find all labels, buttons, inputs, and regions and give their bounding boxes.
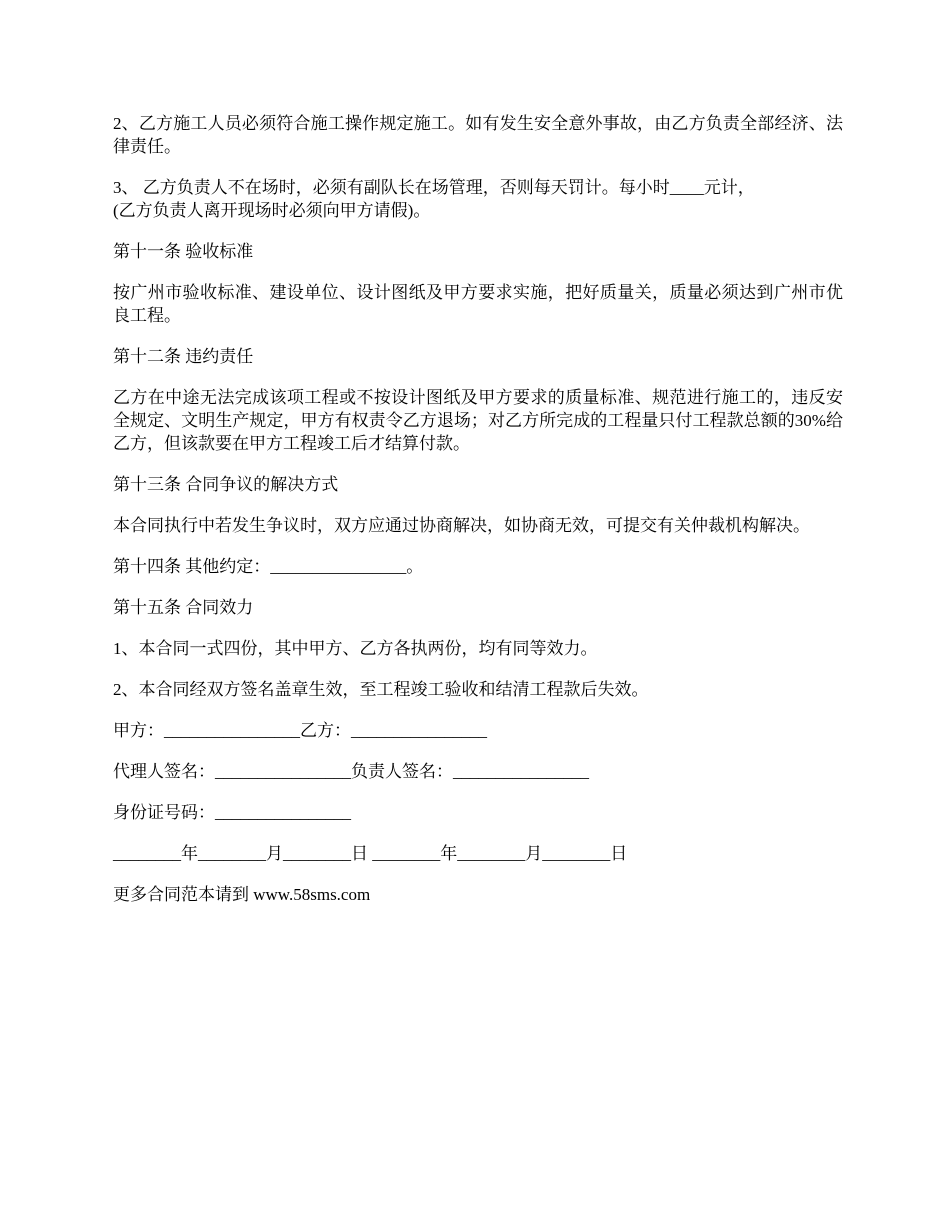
article-15-item-1: 1、本合同一式四份，其中甲方、乙方各执两份，均有同等效力。 [113, 639, 598, 658]
id-number-line: 身份证号码：________________ [113, 803, 351, 822]
footer-note: 更多合同范本请到 www.58sms.com [113, 885, 371, 904]
article-13-heading: 第十三条 合同争议的解决方式 [113, 475, 339, 494]
party-signature-line: 甲方：________________乙方：________________ [113, 721, 487, 740]
clause-2-safety: 2、乙方施工人员必须符合施工操作规定施工。如有发生安全意外事故，由乙方负责全部经济、法律责任。 [113, 114, 843, 156]
agent-signature-line: 代理人签名：________________负责人签名：________________ [113, 762, 589, 781]
article-11-heading: 第十一条 验收标准 [113, 242, 254, 261]
article-15-heading: 第十五条 合同效力 [113, 598, 254, 617]
article-12-heading: 第十二条 违约责任 [113, 347, 254, 366]
article-12-body: 乙方在中途无法完成该项工程或不按设计图纸及甲方要求的质量标准、规范进行施工的，违反安全规定、文明生产规定，甲方有权责令乙方退场；对乙方所完成的工程量只付工程款总额的30%给乙方，但该款要在甲方工程竣工后才结算付款。 [113, 388, 843, 453]
article-11-body: 按广州市验收标准、建设单位、设计图纸及甲方要求实施，把好质量关，质量必须达到广州市优良工程。 [113, 283, 843, 325]
article-13-body: 本合同执行中若发生争议时，双方应通过协商解决，如协商无效，可提交有关仲裁机构解决。 [113, 516, 810, 535]
article-14: 第十四条 其他约定：________________。 [113, 557, 424, 576]
date-line: ________年________月________日 ________年________月________日 [113, 844, 628, 863]
article-15-item-2: 2、本合同经双方签名盖章生效，至工程竣工验收和结清工程款后失效。 [113, 680, 649, 699]
clause-3-supervisor: 3、 乙方负责人不在场时，必须有副队长在场管理，否则每天罚计。每小时____元计， (乙方负责人离开现场时必须向甲方请假)。 [113, 178, 755, 220]
document-page [113, 112, 843, 924]
